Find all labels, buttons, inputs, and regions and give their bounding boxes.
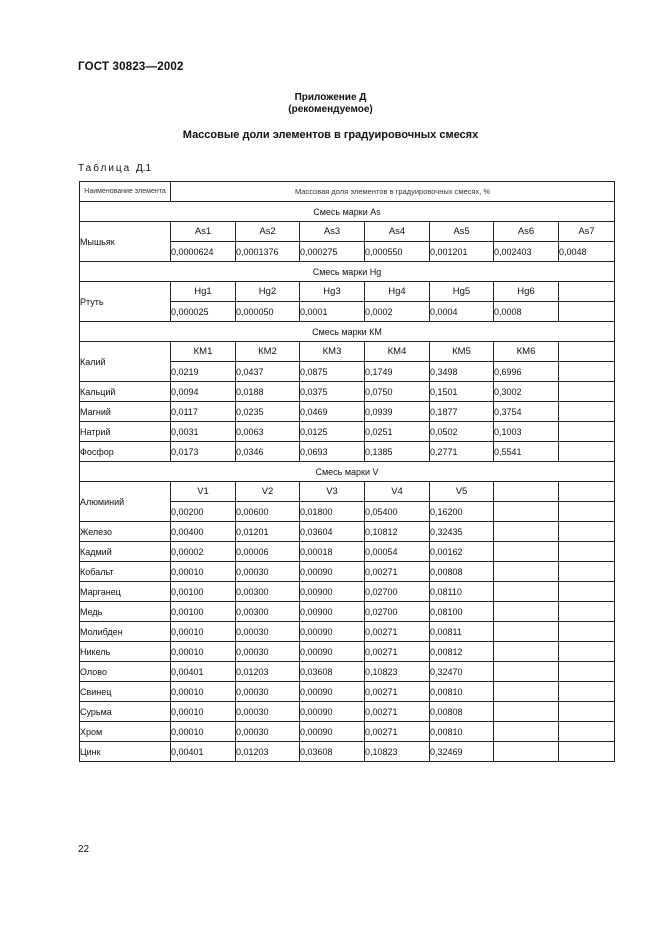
mixture-grade-label: As1 (171, 222, 236, 242)
mixture-grade-label: V4 (365, 482, 430, 502)
mass-fraction-value: 0,00030 (236, 622, 300, 642)
mass-fraction-value: 0,00002 (171, 542, 236, 562)
mass-fraction-value: 0,03604 (300, 522, 365, 542)
element-name: Кадмий (80, 542, 171, 562)
empty-cell (559, 742, 615, 762)
mass-fraction-value: 0,00400 (171, 522, 236, 542)
empty-cell (559, 702, 615, 722)
mass-fraction-value: 0,0437 (236, 362, 300, 382)
mass-fraction-value: 0,5541 (494, 442, 559, 462)
empty-cell (494, 542, 559, 562)
mass-fraction-value: 0,00900 (300, 602, 365, 622)
mass-fraction-value: 0,000025 (171, 302, 236, 322)
mass-fraction-value: 0,00010 (171, 722, 236, 742)
table-caption-number: Д.1 (136, 163, 152, 174)
mass-fraction-value: 0,0875 (300, 362, 365, 382)
element-name: Медь (80, 602, 171, 622)
empty-cell (559, 542, 615, 562)
empty-cell (559, 602, 615, 622)
empty-cell (559, 422, 615, 442)
table-row (80, 722, 615, 742)
mass-fraction-value: 0,00090 (300, 622, 365, 642)
table-row (80, 422, 615, 442)
mixture-grade-label: As7 (559, 222, 615, 242)
mass-fraction-value: 0,03608 (300, 662, 365, 682)
empty-cell (494, 722, 559, 742)
mass-fraction-table (79, 181, 615, 762)
mixture-grade-label: КМ6 (494, 342, 559, 362)
mass-fraction-value: 0,08110 (430, 582, 494, 602)
document-standard-number: ГОСТ 30823—2002 (78, 61, 184, 73)
mass-fraction-value: 0,00300 (236, 602, 300, 622)
mass-fraction-value: 0,10823 (365, 742, 430, 762)
table-row (80, 662, 615, 682)
mass-fraction-value: 0,0939 (365, 402, 430, 422)
mass-fraction-value: 0,0063 (236, 422, 300, 442)
mass-fraction-value: 0,00090 (300, 702, 365, 722)
mass-fraction-value: 0,00271 (365, 722, 430, 742)
table-row (80, 742, 615, 762)
element-name: Мышьяк (80, 222, 171, 262)
mixture-grade-label: Hg6 (494, 282, 559, 302)
mass-fraction-value: 0,3754 (494, 402, 559, 422)
empty-cell (494, 562, 559, 582)
mass-fraction-value: 0,32470 (430, 662, 494, 682)
table-row (80, 642, 615, 662)
empty-cell (494, 602, 559, 622)
appendix-note: (рекомендуемое) (288, 104, 373, 115)
table-caption-label: Таблица (78, 163, 132, 174)
element-name: Молибден (80, 622, 171, 642)
mass-fraction-value: 0,00401 (171, 662, 236, 682)
mass-fraction-value: 0,0188 (236, 382, 300, 402)
mass-fraction-value: 0,00030 (236, 702, 300, 722)
section-title: Смесь марки V (80, 462, 615, 482)
empty-cell (559, 662, 615, 682)
mixture-grade-label: As3 (300, 222, 365, 242)
mass-fraction-value: 0,00300 (236, 582, 300, 602)
empty-cell (494, 642, 559, 662)
mass-fraction-value: 0,0346 (236, 442, 300, 462)
mass-fraction-value: 0,16200 (430, 502, 494, 522)
empty-cell (559, 562, 615, 582)
mixture-grade-label: V2 (236, 482, 300, 502)
mass-fraction-value: 0,0219 (171, 362, 236, 382)
header-mass-fraction: Массовая доля элементов в градуировочных смесях, % (171, 182, 615, 202)
empty-cell (494, 682, 559, 702)
section-title: Смесь марки КМ (80, 322, 615, 342)
empty-cell (559, 582, 615, 602)
mass-fraction-value: 0,0000624 (171, 242, 236, 262)
element-name: Марганец (80, 582, 171, 602)
table-row (80, 682, 615, 702)
table-row (80, 382, 615, 402)
mass-fraction-value: 0,00030 (236, 642, 300, 662)
table-row (80, 442, 615, 462)
header-element-name: Наименование элемента (80, 182, 171, 202)
mixture-grade-label: КМ4 (365, 342, 430, 362)
table-row (80, 582, 615, 602)
empty-cell (559, 642, 615, 662)
element-name: Кобальт (80, 562, 171, 582)
element-name: Свинец (80, 682, 171, 702)
mixture-grade-label: As5 (430, 222, 494, 242)
mass-fraction-value: 0,10823 (365, 662, 430, 682)
empty-cell (494, 742, 559, 762)
mass-fraction-value: 0,00010 (171, 562, 236, 582)
mass-fraction-value: 0,02700 (365, 602, 430, 622)
mixture-grade-label: As6 (494, 222, 559, 242)
mass-fraction-value: 0,0002 (365, 302, 430, 322)
table-row (80, 562, 615, 582)
mass-fraction-value: 0,0004 (430, 302, 494, 322)
mass-fraction-value: 0,001201 (430, 242, 494, 262)
mass-fraction-value: 0,00401 (171, 742, 236, 762)
section-column-row (80, 482, 615, 502)
mass-fraction-value: 0,03608 (300, 742, 365, 762)
mass-fraction-value: 0,0173 (171, 442, 236, 462)
mixture-grade-label: КМ2 (236, 342, 300, 362)
mixture-grade-label: Hg5 (430, 282, 494, 302)
section-title-row (80, 322, 615, 342)
mass-fraction-value: 0,0117 (171, 402, 236, 422)
mass-fraction-value: 0,00162 (430, 542, 494, 562)
mass-fraction-value: 0,00271 (365, 642, 430, 662)
empty-cell (559, 682, 615, 702)
element-name: Фосфор (80, 442, 171, 462)
mass-fraction-value: 0,00010 (171, 682, 236, 702)
element-name: Железо (80, 522, 171, 542)
mass-fraction-value: 0,00808 (430, 562, 494, 582)
mass-fraction-value: 0,00090 (300, 722, 365, 742)
section-title-row (80, 202, 615, 222)
mixture-grade-label: КМ1 (171, 342, 236, 362)
mass-fraction-value: 0,32435 (430, 522, 494, 542)
mass-fraction-value: 0,0001376 (236, 242, 300, 262)
element-name: Цинк (80, 742, 171, 762)
mass-fraction-value: 0,00808 (430, 702, 494, 722)
mixture-grade-label: КМ3 (300, 342, 365, 362)
mixture-grade-label: Hg2 (236, 282, 300, 302)
section-title: Смесь марки Hg (80, 262, 615, 282)
mixture-grade-label: КМ5 (430, 342, 494, 362)
element-name: Натрий (80, 422, 171, 442)
mass-fraction-value: 0,00030 (236, 682, 300, 702)
mass-fraction-value: 0,05400 (365, 502, 430, 522)
element-name: Алюминий (80, 482, 171, 522)
mixture-grade-label: As4 (365, 222, 430, 242)
mass-fraction-value: 0,00010 (171, 702, 236, 722)
mixture-grade-label: As2 (236, 222, 300, 242)
mass-fraction-value: 0,0001 (300, 302, 365, 322)
empty-cell (559, 302, 615, 322)
mass-fraction-value: 0,002403 (494, 242, 559, 262)
empty-cell (559, 342, 615, 362)
empty-cell (494, 582, 559, 602)
mass-fraction-value: 0,3498 (430, 362, 494, 382)
mass-fraction-value: 0,00006 (236, 542, 300, 562)
mass-fraction-value: 0,00018 (300, 542, 365, 562)
appendix-title: Приложение Д (294, 92, 367, 103)
mass-fraction-value: 0,1749 (365, 362, 430, 382)
mass-fraction-value: 0,00200 (171, 502, 236, 522)
empty-cell (559, 482, 615, 502)
mass-fraction-value: 0,0502 (430, 422, 494, 442)
mass-fraction-value: 0,0125 (300, 422, 365, 442)
mass-fraction-value: 0,0251 (365, 422, 430, 442)
mass-fraction-value: 0,01201 (236, 522, 300, 542)
empty-cell (494, 622, 559, 642)
mass-fraction-value: 0,00271 (365, 682, 430, 702)
mass-fraction-value: 0,6996 (494, 362, 559, 382)
mass-fraction-value: 0,1003 (494, 422, 559, 442)
mass-fraction-value: 0,0375 (300, 382, 365, 402)
mixture-grade-label: V1 (171, 482, 236, 502)
empty-cell (494, 482, 559, 502)
page-number: 22 (78, 844, 90, 855)
mass-fraction-value: 0,00271 (365, 562, 430, 582)
table-body (80, 182, 615, 762)
table-row (80, 522, 615, 542)
empty-cell (494, 662, 559, 682)
page-title: Массовые доли элементов в градуировочных смесях (182, 129, 479, 141)
mass-fraction-value: 0,0469 (300, 402, 365, 422)
element-name: Ртуть (80, 282, 171, 322)
mass-fraction-value: 0,00811 (430, 622, 494, 642)
section-column-row (80, 222, 615, 242)
mass-fraction-value: 0,0094 (171, 382, 236, 402)
mass-fraction-value: 0,00090 (300, 682, 365, 702)
mass-fraction-value: 0,00100 (171, 602, 236, 622)
element-name: Сурьма (80, 702, 171, 722)
mass-fraction-value: 0,000550 (365, 242, 430, 262)
mass-fraction-value: 0,08100 (430, 602, 494, 622)
mass-fraction-value: 0,1501 (430, 382, 494, 402)
mass-fraction-value: 0,3002 (494, 382, 559, 402)
table-row (80, 402, 615, 422)
mass-fraction-value: 0,00010 (171, 642, 236, 662)
mixture-grade-label: V3 (300, 482, 365, 502)
mass-fraction-value: 0,00090 (300, 562, 365, 582)
mass-fraction-value: 0,01203 (236, 742, 300, 762)
mass-fraction-value: 0,00600 (236, 502, 300, 522)
mass-fraction-value: 0,000275 (300, 242, 365, 262)
table-row (80, 542, 615, 562)
mass-fraction-value: 0,00030 (236, 722, 300, 742)
mass-fraction-value: 0,0750 (365, 382, 430, 402)
mass-fraction-value: 0,01800 (300, 502, 365, 522)
mass-fraction-value: 0,00810 (430, 682, 494, 702)
table-row (80, 702, 615, 722)
empty-cell (559, 282, 615, 302)
table-row (80, 602, 615, 622)
mixture-grade-label: Hg3 (300, 282, 365, 302)
empty-cell (559, 722, 615, 742)
mass-fraction-value: 0,00054 (365, 542, 430, 562)
empty-cell (494, 502, 559, 522)
element-name: Хром (80, 722, 171, 742)
mass-fraction-value: 0,0031 (171, 422, 236, 442)
mass-fraction-value: 0,00900 (300, 582, 365, 602)
mass-fraction-value: 0,10812 (365, 522, 430, 542)
table-caption (78, 163, 151, 174)
element-name: Олово (80, 662, 171, 682)
empty-cell (494, 702, 559, 722)
element-name: Никель (80, 642, 171, 662)
empty-cell (559, 382, 615, 402)
empty-cell (559, 522, 615, 542)
mass-fraction-value: 0,00100 (171, 582, 236, 602)
mass-fraction-value: 0,02700 (365, 582, 430, 602)
mass-fraction-value: 0,1877 (430, 402, 494, 422)
mass-fraction-value: 0,0693 (300, 442, 365, 462)
empty-cell (559, 502, 615, 522)
empty-cell (559, 402, 615, 422)
mixture-grade-label: Hg4 (365, 282, 430, 302)
element-name: Калий (80, 342, 171, 382)
mass-fraction-value: 0,32469 (430, 742, 494, 762)
mass-fraction-value: 0,00030 (236, 562, 300, 582)
mass-fraction-value: 0,00810 (430, 722, 494, 742)
section-column-row (80, 282, 615, 302)
section-column-row (80, 342, 615, 362)
mass-fraction-value: 0,0235 (236, 402, 300, 422)
empty-cell (559, 362, 615, 382)
mass-fraction-value: 0,00090 (300, 642, 365, 662)
section-title-row (80, 462, 615, 482)
element-name: Кальций (80, 382, 171, 402)
table-row (80, 622, 615, 642)
mass-fraction-value: 0,000050 (236, 302, 300, 322)
mass-fraction-value: 0,00271 (365, 622, 430, 642)
mass-fraction-value: 0,00812 (430, 642, 494, 662)
empty-cell (494, 522, 559, 542)
mass-fraction-value: 0,2771 (430, 442, 494, 462)
mass-fraction-value: 0,00010 (171, 622, 236, 642)
mixture-grade-label: Hg1 (171, 282, 236, 302)
section-title: Смесь марки As (80, 202, 615, 222)
section-title-row (80, 262, 615, 282)
mass-fraction-value: 0,00271 (365, 702, 430, 722)
mass-fraction-value: 0,1385 (365, 442, 430, 462)
table-header-row (80, 182, 615, 202)
empty-cell (559, 442, 615, 462)
mass-fraction-value: 0,0048 (559, 242, 615, 262)
mixture-grade-label: V5 (430, 482, 494, 502)
mass-fraction-value: 0,0008 (494, 302, 559, 322)
element-name: Магний (80, 402, 171, 422)
empty-cell (559, 622, 615, 642)
mass-fraction-value: 0,01203 (236, 662, 300, 682)
